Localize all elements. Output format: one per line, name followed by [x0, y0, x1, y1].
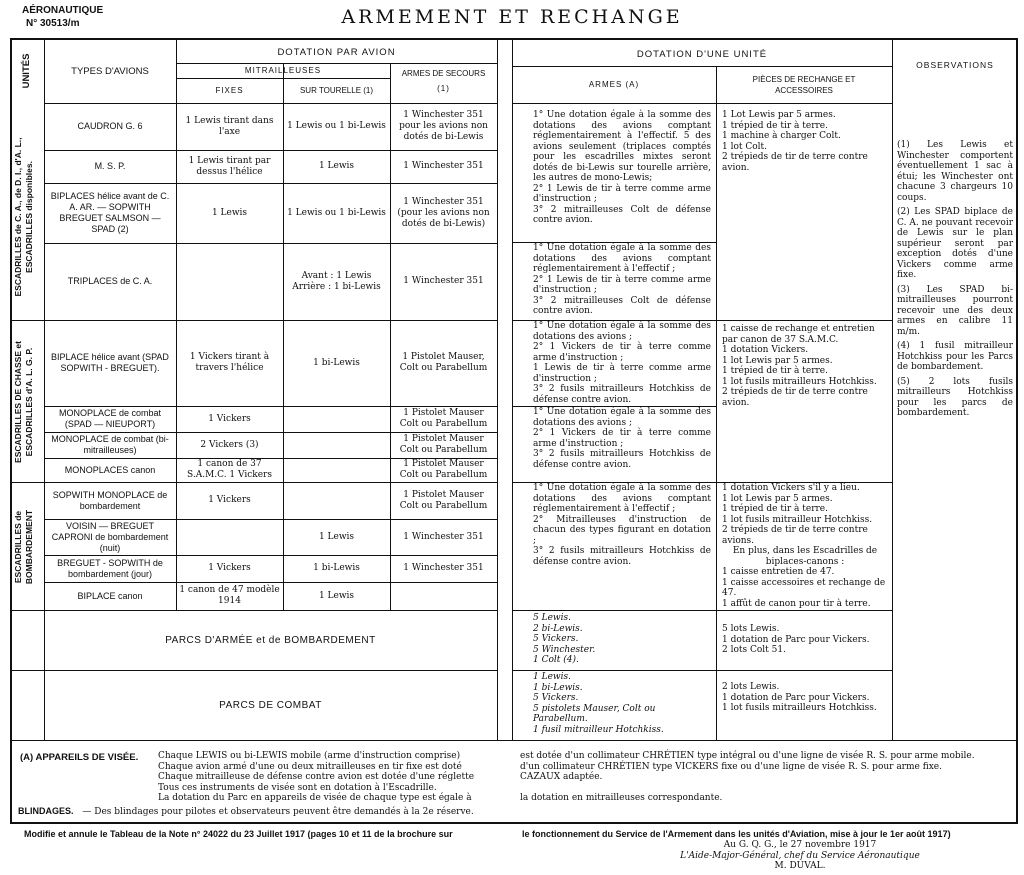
row-type-cell: BIPLACE hélice avant (SPAD SOPWITH - BREGUET). — [51, 352, 169, 373]
armes-line: 2° 1 Vickers de tir à terre comme arme d'instruction ; — [533, 342, 711, 363]
pieces-header: PIÈCES DE RECHANGE ET ACCESSOIRES — [752, 74, 856, 95]
pieces-block-chasse — [722, 324, 888, 408]
group-bombardement: ESCADRILLES de BOMBARDEMENT — [13, 509, 34, 585]
row-tourelle-cell — [283, 432, 390, 458]
armes-line: 3° 2 fusils mitrailleurs Hotchkiss de défense contre avion. — [533, 384, 711, 405]
parcs-armee-label: PARCS D'ARMÉE et de BOMBARDEMENT — [165, 634, 376, 646]
armes-block-ca — [533, 110, 711, 226]
armes-line: 2° Mitrailleuses d'instruction de chacun des types figurant en dotation ; — [533, 514, 711, 546]
signature-block — [600, 840, 1000, 872]
blindages-label: BLINDAGES. — [18, 806, 74, 816]
row-secours-cell: 1 Winchester 351 — [403, 276, 484, 286]
page-title: ARMEMENT ET RECHANGE — [341, 6, 683, 28]
armes-line: 1° Une dotation égale à la somme des dotations des avions comptant réglementairement à l'effectif. 5 des avions seulement (triplaces comptés pour les escadrilles mixtes seront dotés de bi-Lewis sur tourelle arrière, les autres de mono-Lewis; — [533, 110, 711, 183]
dotation-avion-header: DOTATION PAR AVION — [277, 47, 396, 58]
parcs-line: 2 lots Lewis. — [722, 682, 780, 692]
visee-line: d'un collimateur CHRÉTIEN type VICKERS fixe ou d'une ligne de visée R. S. pour arme fixe. — [520, 761, 942, 772]
row-secours-cell — [390, 582, 497, 610]
parcs-line: 1 dotation de Parc pour Vickers. — [722, 634, 870, 645]
visee-line: Chaque LEWIS ou bi-LEWIS mobile (arme d'instruction comprise) — [158, 751, 461, 761]
row-fixes-cell: 1 canon de 47 modèle 1914 — [179, 585, 280, 606]
divider — [512, 40, 513, 740]
row-fixes-cell: 1 Lewis tirant dans l'axe — [185, 115, 274, 137]
armes-line: 3° 2 fusils mitrailleurs Hotchkiss de défense contre avion. — [533, 546, 711, 567]
row-type-cell: TRIPLACES de C. A. — [67, 276, 153, 286]
signature-name: M. DUVAL. — [774, 861, 826, 871]
armes-line: 3° 2 mitrailleuses Colt de défense contre avion. — [533, 204, 711, 225]
visee-line: Chaque mitrailleuse de défense contre avion est dotée d'une réglette — [158, 772, 475, 782]
armes-line: 2° 1 Vickers de tir à terre comme arme d'instruction ; — [533, 428, 711, 449]
parcs-line: 1 dotation de Parc pour Vickers. — [722, 692, 870, 703]
pieces-line: 1 caisse de rechange et entretien par canon de 37 S.A.M.C. — [722, 324, 875, 345]
signature-place: Au G. Q. G., le 27 novembre 1917 — [723, 840, 877, 850]
fixes-header: FIXES — [215, 86, 244, 95]
pieces-line: 2 trépieds de tir de terre contre avion. — [722, 387, 868, 408]
row-type-cell: CAUDRON G. 6 — [77, 121, 143, 131]
document-number: N° 30513/m — [26, 18, 80, 29]
visee-line: est dotée d'un collimateur CHRÉTIEN type intégral ou d'une ligne de visée R. S. pour arme mobile. — [520, 751, 975, 761]
divider — [892, 40, 893, 740]
row-fixes-cell: 1 Vickers — [208, 413, 251, 424]
pieces-line: 1 dotation Vickers. — [722, 345, 809, 355]
row-fixes-cell: 1 Lewis tirant par dessus l'hélice — [188, 155, 271, 177]
armes-line: 2° 1 Lewis de tir à terre comme arme d'instruction ; — [533, 274, 711, 295]
service-label: AÉRONAUTIQUE — [22, 5, 104, 16]
row-type-cell: SOPWITH MONOPLACE de bombardement — [52, 489, 168, 511]
footer-line1-left: Modifie et annule le Tableau de la Note n° 24022 du 23 Juillet 1917 (pages 10 et 11 de la brochure sur — [24, 829, 453, 839]
pieces-line: En plus, dans les Escadrilles de biplaces-canons : — [732, 546, 878, 567]
group-chasse: ESCADRILLES DE CHASSE et ESCADRILLES d'A. L. G. P. — [13, 341, 34, 463]
armes-line: 3° 2 fusils mitrailleurs Hotchkiss de défense contre avion. — [533, 449, 711, 470]
visee-right — [520, 751, 1014, 804]
row-secours-cell: 1 Winchester 351 — [403, 531, 484, 542]
pieces-line: 1 trépied de tir à terre. — [722, 366, 828, 376]
pieces-line: 1 lot Lewis par 5 armes. — [722, 355, 833, 366]
row-secours-cell: 1 Pistolet Mauser Colt ou Parabellum — [399, 459, 488, 480]
row-fixes-cell — [176, 243, 283, 320]
parcs-line: 1 lot fusils mitrailleurs Hotchkiss. — [722, 703, 877, 713]
armes-line: 2° 1 Lewis de tir à terre comme arme d'instruction ; — [533, 183, 711, 204]
divider — [497, 40, 498, 740]
tourelle-header: SUR TOURELLE (1) — [299, 86, 374, 95]
row-fixes-cell: 1 Lewis — [211, 207, 248, 218]
signature-role: L'Aide-Major-Général, chef du Service Aéronautique — [680, 850, 920, 861]
observation-note: (2) Les SPAD biplace de C. A. ne pouvant recevoir de Lewis sur le plan supérieur seront par exception dotés d'une Vickers comme arme fixe. — [897, 207, 1013, 280]
pieces-line: 1 affût de canon pour tir à terre. — [722, 598, 871, 609]
row-secours-cell: 1 Winchester 351 (pour les avions non dotés de bi-Lewis) — [397, 196, 490, 229]
row-tourelle-cell: 1 Lewis — [318, 531, 355, 542]
pieces-line: 1 lot Colt. — [722, 141, 768, 152]
row-secours-cell: 1 Pistolet Mauser, Colt ou Parabellum — [399, 352, 488, 373]
pieces-line: 1 dotation Vickers s'il y a lieu. — [722, 483, 860, 493]
types-column-header: TYPES D'AVIONS — [71, 66, 149, 77]
row-secours-cell: 1 Winchester 351 — [403, 563, 484, 573]
row-secours-cell: 1 Winchester 351 pour les avions non dotés de bi-Lewis — [399, 110, 488, 142]
armes-line: 1° Une dotation égale à la somme des dotations des avions ; — [533, 321, 711, 342]
divider — [512, 670, 892, 671]
observation-note: (4) 1 fusil mitrailleur Hotchkiss pour les Parcs de bombardement. — [897, 341, 1013, 372]
parcs-armee-armes — [533, 613, 711, 666]
row-fixes-cell — [176, 519, 283, 555]
armes-header: ARMES (A) — [588, 80, 640, 89]
parcs-combat-label: PARCS DE COMBAT — [219, 699, 322, 711]
parcs-line: 5 Lewis. — [533, 613, 571, 623]
observation-note: (1) Les Lewis et Winchester comportent éventuellement 1 sac à étui; les Winchester ont chacune 3 chargeurs 10 coups. — [897, 140, 1013, 203]
visee-line: Tous ces instruments de visée sont en dotation à l'Escadrille. — [158, 782, 437, 793]
armes-block-triplace — [533, 243, 711, 317]
secours-note: (1) — [437, 83, 450, 93]
row-type-cell: MONOPLACES canon — [64, 464, 156, 475]
observation-note: (5) 2 lots fusils mitrailleurs Hotchkiss pour les parcs de bombardement. — [897, 376, 1013, 418]
pieces-line: 1 lot Lewis par 5 armes. — [722, 493, 833, 504]
row-tourelle-cell: 1 Lewis — [318, 161, 355, 171]
pieces-line: 1 trépied de tir à terre. — [722, 120, 828, 131]
row-tourelle-cell: 1 Lewis ou 1 bi-Lewis — [287, 207, 386, 218]
pieces-line: 1 lot fusils mitrailleurs Hotchkiss. — [722, 376, 877, 387]
parcs-line: 2 lots Colt 51. — [722, 645, 786, 655]
armes-line: 1° Une dotation égale à la somme des dotations des avions comptant réglementairement à l'effectif ; — [533, 243, 711, 274]
row-tourelle-cell: 1 Lewis — [318, 590, 355, 601]
divider — [512, 610, 892, 611]
pieces-line: 1 machine à charger Colt. — [722, 131, 841, 141]
parcs-line: 5 Vickers. — [533, 693, 579, 703]
visee-line: Chaque avion armé d'une ou deux mitrailleuses en tir fixe est doté — [158, 761, 462, 772]
secours-header: ARMES DE SECOURS — [401, 68, 486, 78]
row-tourelle-cell: 1 bi-Lewis — [313, 357, 360, 368]
visee-line: la dotation en mitrailleuses correspondante. — [520, 793, 723, 803]
parcs-line: 1 Colt (4). — [533, 655, 579, 665]
row-fixes-cell: 1 Vickers — [208, 563, 251, 573]
divider — [512, 103, 892, 104]
blindages-text: — Des blindages pour pilotes et observateurs peuvent être demandés à la 2e réserve. — [82, 807, 474, 817]
parcs-line: 1 bi-Lewis. — [533, 682, 583, 693]
armes-line: 1° Une dotation égale à la somme des dotations des avions ; — [533, 407, 711, 428]
parcs-combat-pieces — [722, 682, 888, 714]
parcs-armee-pieces — [722, 624, 888, 656]
row-secours-cell: 1 Winchester 351 — [403, 161, 484, 171]
pieces-block-bomb — [722, 483, 888, 609]
visee-label: (A) APPAREILS DE VISÉE. — [20, 752, 139, 763]
pieces-line: 1 Lot Lewis par 5 armes. — [722, 110, 836, 120]
row-type-cell: MONOPLACE de combat (bi-mitrailleuses) — [51, 434, 169, 455]
row-secours-cell: 1 Pistolet Mauser Colt ou Parabellum — [399, 408, 488, 429]
parcs-combat-armes — [533, 672, 711, 735]
parcs-line: 2 bi-Lewis. — [533, 623, 583, 634]
visee-left — [158, 751, 508, 804]
pieces-line: 1 caisse entretien de 47. — [722, 567, 835, 577]
row-type-cell: VOISIN — BREGUET CAPRONI de bombardement (nuit) — [51, 520, 169, 553]
parcs-line: 5 pistolets Mauser, Colt ou Parabellum. — [533, 703, 656, 724]
blindages-row — [18, 806, 474, 818]
row-tourelle-cell: Avant : 1 Lewis Arrière : 1 bi-Lewis — [292, 270, 381, 292]
visee-line: CAZAUX adaptée. — [520, 772, 603, 782]
divider — [10, 740, 1018, 741]
footer-line1-right: le fonctionnement du Service de l'Armement dans les unités d'Aviation, mise à jour le 1er août 1917) — [522, 829, 951, 839]
dotation-unite-header: DOTATION D'UNE UNITÉ — [636, 48, 768, 60]
mitrailleuses-header: MITRAILLEUSES — [244, 66, 322, 75]
visee-line: La dotation du Parc en appareils de visée de chaque type est égale à — [158, 793, 472, 803]
row-type-cell: BIPLACES hélice avant de C. A. AR. — SOPWITH BREGUET SALMSON — SPAD (2) — [50, 191, 170, 234]
parcs-line: 1 fusil mitrailleur Hotchkiss. — [533, 724, 664, 735]
row-type-cell: BIPLACE canon — [77, 590, 143, 601]
parcs-line: 5 Winchester. — [533, 644, 596, 655]
pieces-block-ca — [722, 110, 888, 173]
observation-note: (3) Les SPAD bi-mitrailleuses pourront recevoir une des deux armes en calibre 11 m/m. — [897, 284, 1013, 337]
row-tourelle-cell: 1 bi-Lewis — [313, 563, 360, 573]
pieces-line: 2 trépieds de tir de terre contre avions. — [722, 525, 868, 546]
parcs-line: 5 Vickers. — [533, 634, 579, 644]
row-secours-cell: 1 Pistolet Mauser Colt ou Parabellum — [399, 489, 488, 511]
pieces-line: 1 trépied de tir à terre. — [722, 504, 828, 514]
row-fixes-cell: 1 canon de 37 S.A.M.C. 1 Vickers — [187, 459, 272, 480]
armes-block-bomb — [533, 483, 711, 567]
row-type-cell: MONOPLACE de combat (SPAD — NIEUPORT) — [58, 408, 162, 429]
row-tourelle-cell — [283, 482, 390, 519]
units-column-header: UNITÉS — [21, 53, 32, 89]
row-fixes-cell: 1 Vickers — [208, 495, 251, 505]
row-fixes-cell: 2 Vickers (3) — [200, 439, 259, 450]
row-tourelle-cell — [283, 406, 390, 432]
row-type-cell: BREGUET - SOPWITH de bombardement (jour) — [57, 557, 163, 579]
armes-block-chasse1 — [533, 321, 711, 405]
pieces-line: 1 lot fusils mitrailleur Hotchkiss. — [722, 514, 873, 525]
parcs-line: 5 lots Lewis. — [722, 624, 780, 634]
observations-block — [897, 140, 1013, 419]
armes-line: 1 Lewis de tir à terre comme arme d'instruction ; — [533, 363, 711, 384]
divider — [716, 66, 717, 740]
pieces-line: 2 trépieds de tir de terre contre avion. — [722, 152, 868, 173]
visee-line — [520, 783, 1014, 794]
row-secours-cell: 1 Pistolet Mauser Colt ou Parabellum — [399, 434, 488, 455]
observations-header: OBSERVATIONS — [916, 59, 994, 70]
row-tourelle-cell — [283, 458, 390, 482]
armes-block-chasse2 — [533, 407, 711, 470]
row-tourelle-cell: 1 Lewis ou 1 bi-Lewis — [287, 121, 386, 131]
row-fixes-cell: 1 Vickers tirant à travers l'hélice — [189, 352, 270, 373]
parcs-line: 1 Lewis. — [533, 672, 571, 682]
armes-line: 1° Une dotation égale à la somme des dotations des avions comptant réglementairement à l'effectif ; — [533, 483, 711, 514]
armes-line: 3° 2 mitrailleuses Colt de défense contre avion. — [533, 295, 711, 316]
group-ca: ESCADRILLES de C. A., de D. I., d'A. L., ESCADRILLES disponibles. — [13, 137, 34, 297]
row-type-cell: M. S. P. — [94, 161, 126, 171]
pieces-line: 1 caisse accessoires et rechange de 47. — [722, 577, 886, 598]
